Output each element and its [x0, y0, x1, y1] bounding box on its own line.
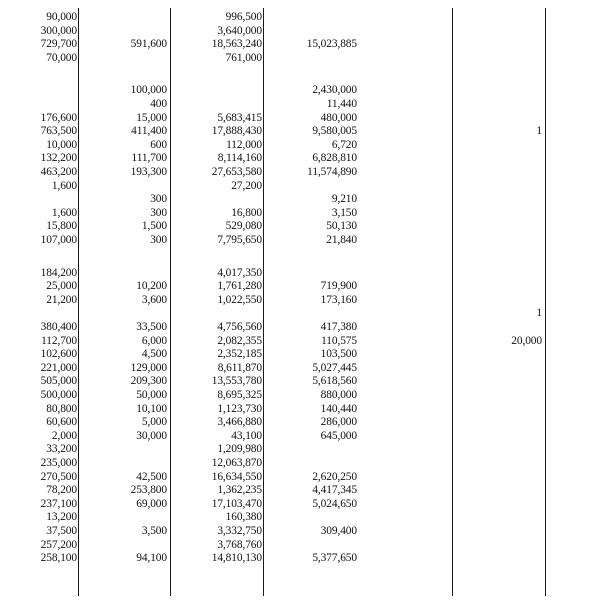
cell-c3: 4,756,560	[217, 321, 262, 333]
cell-c4: 103,500	[320, 348, 357, 361]
cell-c2: 15,000	[136, 111, 167, 124]
table-row	[0, 457, 600, 470]
cell-c3: 1,123,730	[217, 402, 262, 415]
cell-c1: 25,000	[46, 280, 77, 293]
table-row	[0, 389, 600, 402]
table-row	[0, 84, 600, 97]
cell-c3: 7,795,650	[217, 234, 262, 246]
cell-c4: 645,000	[320, 429, 357, 442]
cell-c2: 411,400	[131, 125, 167, 138]
cell-c3: 3,466,880	[217, 416, 262, 429]
cell-c1: 500,000	[40, 389, 77, 401]
cell-c4: 11,574,890	[307, 166, 357, 178]
cell-c1: 13,200	[46, 511, 77, 524]
cell-c1: 112,700	[41, 334, 77, 347]
cell-c2: 69,000	[136, 497, 167, 510]
table-row	[0, 11, 600, 24]
cell-c3: 3,768,760	[217, 538, 262, 551]
cell-c4: 480,000	[320, 111, 357, 124]
cell-c4: 21,840	[326, 234, 357, 246]
cell-c2: 3,500	[141, 525, 167, 537]
table-row	[0, 139, 600, 152]
cell-c3: 761,000	[225, 51, 262, 64]
cell-c3: 8,114,160	[217, 152, 262, 165]
cell-c1: 463,200	[40, 166, 77, 178]
cell-c3: 3,332,750	[217, 525, 262, 537]
table-row	[0, 416, 600, 429]
table-row	[0, 193, 600, 206]
table-row	[0, 375, 600, 388]
cell-c1: 257,200	[40, 538, 77, 551]
cell-c4: 2,430,000	[312, 84, 357, 97]
cell-c2: 5,000	[141, 416, 167, 429]
cell-c4: 3,150	[331, 206, 357, 219]
cell-c3: 17,888,430	[211, 125, 262, 138]
cell-c1: 78,200	[46, 484, 77, 497]
cell-c2: 111,700	[131, 152, 167, 165]
cell-c4: 719,900	[320, 280, 357, 293]
cell-c4: 5,027,445	[312, 361, 357, 374]
cell-c4: 11,440	[326, 98, 357, 110]
cell-c2: 600	[150, 138, 167, 151]
cell-c3: 1,761,280	[217, 280, 262, 293]
table-row	[0, 65, 600, 78]
table-row	[0, 403, 600, 416]
cell-c1: 237,100	[40, 497, 77, 510]
cell-c3: 13,553,780	[211, 375, 262, 388]
cell-c1: 221,000	[40, 361, 77, 374]
cell-c1: 270,500	[40, 470, 77, 483]
cell-c1: 15,800	[46, 220, 77, 233]
cell-c4: 6,828,810	[312, 152, 357, 165]
cell-c3: 16,634,550	[211, 470, 262, 483]
cell-c4: 4,417,345	[312, 484, 357, 497]
cell-c3: 14,810,130	[211, 552, 262, 565]
table-row	[0, 220, 600, 233]
cell-c2: 6,000	[141, 334, 167, 347]
cell-c1: 300,000	[40, 24, 77, 37]
cell-c3: 16,800	[231, 206, 262, 219]
cell-c2: 300	[150, 206, 167, 219]
table-row	[0, 348, 600, 361]
cell-c4: 110,575	[321, 334, 357, 347]
table-row	[0, 321, 600, 334]
table-row	[0, 362, 600, 375]
table-row	[0, 484, 600, 497]
cell-c3: 43,100	[231, 429, 262, 442]
cell-c2: 42,500	[136, 470, 167, 483]
table-row	[0, 552, 600, 565]
cell-c1: 107,000	[40, 234, 77, 246]
table-row	[0, 152, 600, 165]
cell-c4: 309,400	[320, 525, 357, 537]
cell-c1: 37,500	[46, 525, 77, 537]
cell-c3: 3,640,000	[217, 24, 262, 37]
cell-c3: 160,380	[225, 511, 262, 524]
table-row	[0, 180, 600, 193]
cell-c3: 8,611,870	[217, 361, 262, 374]
cell-c1: 1,600	[51, 179, 77, 192]
cell-c3: 27,653,580	[211, 166, 262, 178]
table-row	[0, 335, 600, 348]
cell-c4: 286,000	[320, 416, 357, 429]
cell-c2: 300	[150, 234, 167, 246]
table-row	[0, 98, 600, 111]
table-row	[0, 166, 600, 179]
cell-c2: 33,500	[136, 321, 167, 333]
cell-c4: 15,023,885	[306, 38, 357, 51]
table-row	[0, 125, 600, 138]
cell-c4: 2,620,250	[312, 470, 357, 483]
table-row	[0, 248, 600, 261]
cell-c4: 6,720	[331, 138, 357, 151]
table-row	[0, 539, 600, 552]
cell-c1: 505,000	[40, 375, 77, 388]
cell-c3: 112,000	[226, 138, 262, 151]
cell-c3: 17,103,470	[211, 497, 262, 510]
cell-c2: 100,000	[130, 84, 167, 97]
table-row	[0, 525, 600, 538]
cell-c5: 1	[536, 125, 542, 138]
cell-c5: 1	[536, 307, 542, 320]
cell-c1: 60,600	[46, 416, 77, 429]
cell-c2: 4,500	[141, 348, 167, 361]
table-row	[0, 511, 600, 524]
table-row	[0, 112, 600, 125]
cell-c2: 1,500	[141, 220, 167, 233]
cell-c1: 80,800	[46, 402, 77, 415]
cell-c2: 50,000	[136, 389, 167, 401]
table-row	[0, 471, 600, 484]
cell-c3: 5,683,415	[217, 111, 262, 124]
table-row	[0, 443, 600, 456]
cell-c3: 529,080	[225, 220, 262, 233]
cell-c1: 258,100	[40, 552, 77, 565]
cell-c3: 12,063,870	[211, 457, 262, 469]
cell-c2: 209,300	[130, 375, 167, 388]
table-row	[0, 430, 600, 443]
cell-c2: 10,200	[136, 280, 167, 293]
cell-c4: 9,580,005	[312, 125, 357, 138]
cell-c3: 2,352,185	[217, 348, 262, 361]
cell-c1: 102,600	[40, 348, 77, 361]
table-row	[0, 207, 600, 220]
cell-c1: 184,200	[40, 266, 77, 279]
cell-c1: 235,000	[40, 457, 77, 469]
cell-c3: 1,209,980	[217, 443, 262, 456]
cell-c2: 193,300	[130, 166, 167, 178]
cell-c4: 5,024,650	[312, 497, 357, 510]
cell-c3: 18,563,240	[211, 38, 262, 51]
cell-c1: 176,600	[40, 111, 77, 124]
cell-c1: 2,000	[51, 429, 77, 442]
cell-c4: 50,130	[326, 220, 357, 233]
cell-c1: 33,200	[46, 443, 77, 456]
table-row	[0, 52, 600, 65]
cell-c3: 1,022,550	[217, 293, 262, 306]
table-row	[0, 498, 600, 511]
cell-c2: 129,000	[130, 361, 167, 374]
cell-c3: 27,200	[231, 179, 262, 192]
cell-c2: 30,000	[136, 429, 167, 442]
cell-c2: 591,600	[130, 38, 167, 51]
cell-c3: 996,500	[225, 11, 262, 23]
cell-c1: 90,000	[46, 11, 77, 23]
cell-c2: 400	[150, 98, 167, 110]
cell-c1: 380,400	[40, 321, 77, 333]
table-row	[0, 267, 600, 280]
cell-c1: 1,600	[51, 206, 77, 219]
cell-c1: 10,000	[46, 138, 77, 151]
cell-c2: 300	[150, 193, 167, 206]
cell-c2: 3,600	[141, 293, 167, 306]
cell-c2: 253,800	[130, 484, 167, 497]
cell-c4: 5,377,650	[312, 552, 357, 565]
cell-c1: 132,200	[40, 152, 77, 165]
table-row	[0, 38, 600, 51]
cell-c1: 21,200	[46, 293, 77, 306]
cell-c4: 9,210	[331, 193, 357, 206]
table-row	[0, 25, 600, 38]
cell-c2: 10,100	[136, 402, 167, 415]
table-row	[0, 307, 600, 320]
cell-c5: 20,000	[511, 334, 542, 347]
cell-c4: 173,160	[320, 293, 357, 306]
cell-c4: 140,440	[320, 402, 357, 415]
cell-c2: 94,100	[136, 552, 167, 565]
table-row	[0, 234, 600, 247]
cell-c1: 763,500	[40, 125, 77, 138]
table-row	[0, 280, 600, 293]
table-row	[0, 294, 600, 307]
cell-c1: 70,000	[46, 51, 77, 64]
cell-c4: 5,618,560	[312, 375, 357, 388]
cell-c4: 417,380	[320, 321, 357, 333]
cell-c3: 2,082,355	[217, 334, 262, 347]
cell-c1: 729,700	[40, 38, 77, 51]
cell-c3: 1,362,235	[217, 484, 262, 497]
cell-c3: 8,695,325	[217, 389, 262, 401]
cell-c4: 880,000	[320, 389, 357, 401]
cell-c3: 4,017,350	[217, 266, 262, 279]
